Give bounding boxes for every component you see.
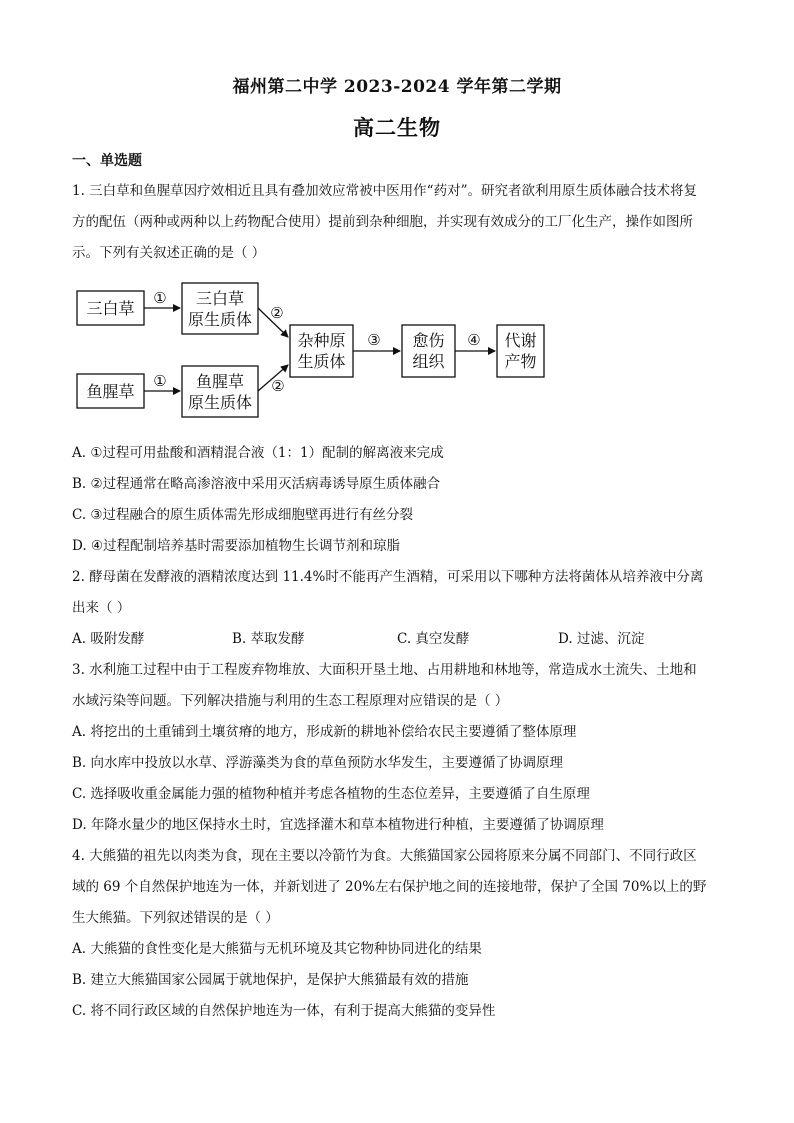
- step4-label: ④: [467, 331, 481, 349]
- q4-option-c[interactable]: C. 将不同行政区域的自然保护地连为一体，有利于提高大熊猫的变异性: [72, 1003, 496, 1019]
- exam-title: 福州第二中学 2023-2024 学年第二学期: [232, 77, 562, 97]
- label-hybrid-1: 杂种原: [297, 331, 346, 350]
- step2-b-label: ②: [271, 377, 285, 395]
- q1-option-b[interactable]: B. ②过程通常在略高渗溶液中采用灭活病毒诱导原生质体融合: [72, 476, 441, 492]
- q4-option-b[interactable]: B. 建立大熊猫国家公园属于就地保护，是保护大熊猫最有效的措施: [72, 972, 469, 988]
- label-plant-b: 鱼腥草: [86, 382, 135, 401]
- label-protoplast-a-1: 三白草: [195, 289, 245, 308]
- label-product-1: 代谢: [504, 331, 537, 350]
- q3-stem-line-1: 3. 水利施工过程中由于工程废弃物堆放、大面积开垦土地、占用耕地和林地等，常造成水土流失、土地和: [72, 662, 697, 678]
- label-plant-a: 三白草: [86, 299, 135, 318]
- q1-option-a[interactable]: A. ①过程可用盐酸和酒精混合液（1：1）配制的解离液来完成: [72, 445, 444, 461]
- q2-option-d[interactable]: D. 过滤、沉淀: [558, 631, 645, 647]
- q4-stem-line-3: 生大熊猫。下列叙述错误的是（ ）: [72, 910, 279, 926]
- protoplast-fusion-diagram: [72, 280, 552, 422]
- label-hybrid-2: 生质体: [297, 352, 346, 371]
- label-product-2: 产物: [504, 352, 537, 371]
- q3-option-c[interactable]: C. 选择吸收重金属能力强的植物种植并考虑各植物的生态位差异，主要遵循了自生原理: [72, 786, 590, 802]
- q1-option-c[interactable]: C. ③过程融合的原生质体需先形成细胞壁再进行有丝分裂: [72, 507, 414, 523]
- q4-option-a[interactable]: A. 大熊猫的食性变化是大熊猫与无机环境及其它物种协同进化的结果: [72, 941, 482, 957]
- subject-title: 高二生物: [353, 115, 441, 140]
- q4-stem-line-1: 4. 大熊猫的祖先以肉类为食，现在主要以冷箭竹为食。大熊猫国家公园将原来分属不同部门、不同行政区: [72, 848, 697, 864]
- q2-stem-line-2: 出来（ ）: [72, 600, 131, 616]
- q1-stem-line-3: 示。下列有关叙述正确的是（ ）: [72, 245, 266, 261]
- label-protoplast-b-2: 原生质体: [187, 393, 253, 412]
- q2-option-c[interactable]: C. 真空发酵: [397, 631, 470, 647]
- section-heading: 一、单选题: [72, 153, 142, 169]
- q2-stem-line-1: 2. 酵母菌在发酵液的酒精浓度达到 11.4%时不能再产生酒精，可采用以下哪种方法将菌体从培养液中分离: [72, 569, 704, 585]
- step1-b-label: ①: [153, 372, 167, 390]
- q1-stem-line-2: 方的配伍（两种或两种以上药物配合使用）提前到杂种细胞，并实现有效成分的工厂化生产，操作如图所: [72, 214, 693, 230]
- step3-label: ③: [367, 331, 381, 349]
- label-callus-2: 组织: [412, 352, 445, 371]
- q4-stem-line-2: 域的 69 个自然保护地连为一体，并新划进了 20%左右保护地之间的连接地带，保护了全国 70%以上的野: [72, 879, 707, 895]
- q3-option-a[interactable]: A. 将挖出的土重铺到土壤贫瘠的地方，形成新的耕地补偿给农民主要遵循了整体原理: [72, 724, 577, 740]
- q1-option-d[interactable]: D. ④过程配制培养基时需要添加植物生长调节剂和琼脂: [72, 538, 401, 554]
- q3-option-b[interactable]: B. 向水库中投放以水草、浮游藻类为食的草鱼预防水华发生，主要遵循了协调原理: [72, 755, 564, 771]
- label-protoplast-a-2: 原生质体: [187, 310, 253, 329]
- q3-stem-line-2: 水域污染等问题。下列解决措施与利用的生态工程原理对应错误的是（ ）: [72, 693, 509, 709]
- q2-option-a[interactable]: A. 吸附发酵: [72, 631, 145, 647]
- q3-option-d[interactable]: D. 年降水量少的地区保持水土时，宜选择灌木和草本植物进行种植，主要遵循了协调原理: [72, 817, 604, 833]
- label-protoplast-b-1: 鱼腥草: [195, 372, 245, 391]
- label-callus-1: 愈伤: [412, 331, 445, 350]
- step2-a-label: ②: [270, 304, 284, 322]
- step1-a-label: ①: [153, 289, 167, 307]
- q1-stem-line-1: 1. 三白草和鱼腥草因疗效相近且具有叠加效应常被中医用作“药对”。研究者欲利用原生质体融合技术将复: [72, 183, 697, 199]
- q2-option-b[interactable]: B. 萃取发酵: [232, 631, 305, 647]
